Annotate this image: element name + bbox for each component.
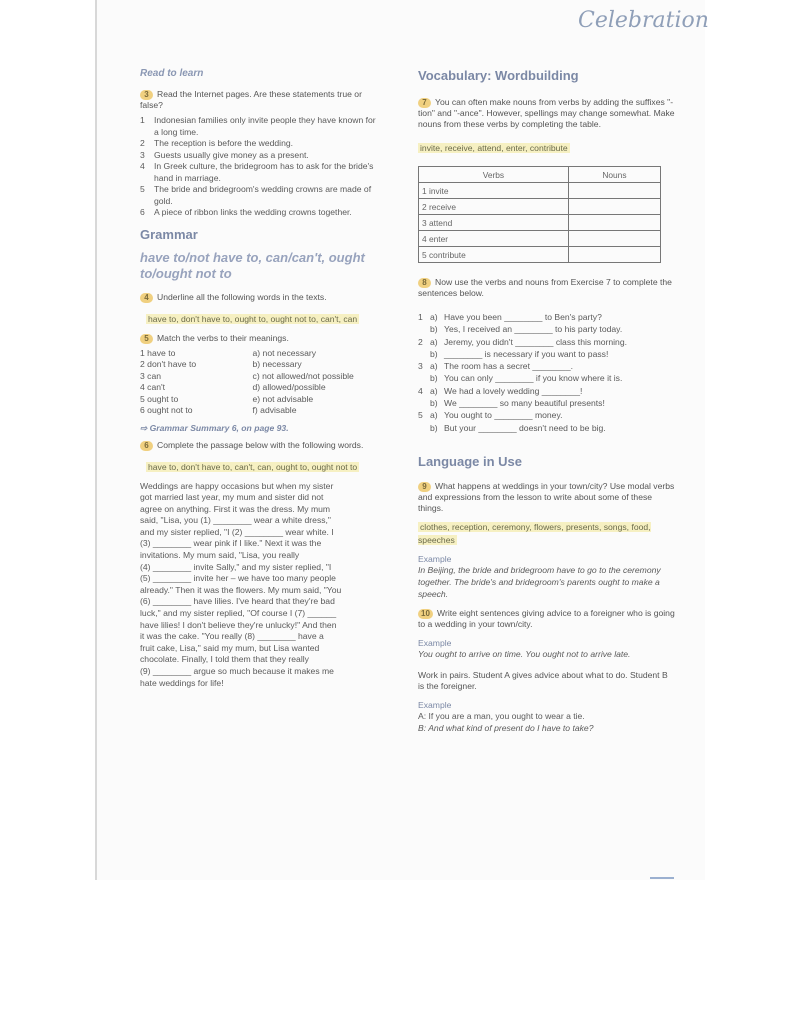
read-to-learn-heading: Read to learn: [140, 68, 204, 79]
list-item: 5 The bride and bridegroom's wedding crowns are made of gold.: [140, 184, 372, 206]
example-label: Example: [418, 553, 452, 564]
exercise-8-sentences: [418, 311, 676, 434]
table-row: 1 invite: [419, 183, 661, 199]
passage-line: it was the cake. "You really (8) ________ have a: [140, 631, 324, 642]
exercise-number: 3: [140, 90, 153, 100]
sentence-row: b) We ________ so many beautiful presents!: [430, 398, 605, 409]
exercise-3-list: [140, 115, 382, 219]
match-row: 1 have to a) not necessary: [140, 347, 317, 358]
grammar-summary-reference: ⇨ Grammar Summary 6, on page 93.: [140, 422, 289, 433]
exercise-number: 7: [418, 98, 431, 108]
pair-work-instruction: Work in pairs. Student A gives advice about what to do. Student B is the foreigner.: [418, 669, 668, 691]
sentence-row: b) Yes, I received an ________ to his party today.: [430, 324, 623, 335]
table-row: 3 attend: [419, 215, 661, 231]
passage-line: already." Then it was the flowers. My mum said, "You: [140, 584, 342, 595]
sentence-row: b) ________ is necessary if you want to pass!: [430, 348, 609, 359]
noun-answer-cell[interactable]: [568, 199, 660, 215]
sentence-row: 2 a) Jeremy, you didn't ________ class this morning.: [418, 336, 628, 347]
language-in-use-heading: Language in Use: [418, 453, 523, 469]
passage-line: invitations. My mum said, "Lisa, you really: [140, 550, 300, 561]
exercise-5-match-table: [140, 348, 382, 417]
passage-line: said, "Lisa, you (1) ________ wear a white dress,": [140, 515, 331, 526]
table-row: 2 receive: [419, 199, 661, 215]
example-label: Example: [418, 637, 452, 648]
exercise-6-word-box: have to, don't have to, can't, can, ought to, ought not to: [148, 461, 358, 472]
exercise-7-instruction: 7 You can often make nouns from verbs by adding the suffixes "-tion" and "-ance". However, spellings may change somewhat. Make nouns from these verbs by completing the table.: [418, 97, 675, 129]
example-text: In Beijing, the bride and bridegroom have to go to the ceremony together. The bride's and bridegroom's parents ought to make a speech.: [418, 564, 661, 599]
exercise-9-instruction: 9 What happens at weddings in your town/city? Use modal verbs and expressions from the lesson to write about some of these things.: [418, 480, 675, 513]
list-item: 2 The reception is before the wedding.: [140, 138, 294, 148]
exercise-9-word-list: clothes, reception, ceremony, flowers, presents, songs, food, speeches: [418, 521, 651, 545]
table-row: 4 enter: [419, 231, 661, 247]
verbs-column-header: Verbs: [419, 167, 569, 183]
exercise-number: 8: [418, 278, 431, 288]
dialogue-line-b: B: And what kind of present do I have to take?: [418, 723, 594, 734]
passage-line: (6) ________ have lilies. I've heard that they're bad: [140, 596, 335, 607]
match-row: 3 can c) not allowed/not possible: [140, 370, 354, 381]
passage-line: chocolate. Finally, I told them that they really: [140, 654, 309, 665]
list-item: 1 Indonesian families only invite people they have known for a long time.: [140, 115, 376, 137]
sentence-row: 4 a) We had a lovely wedding ________!: [418, 385, 583, 396]
table-row: 5 contribute: [419, 247, 661, 263]
passage-line: agree on anything. First it was the dress. My mum: [140, 503, 331, 514]
unit-title: Celebration: [578, 8, 709, 33]
passage-line: have lilies! I don't believe they're unlucky!" And then: [140, 619, 337, 630]
noun-answer-cell[interactable]: [568, 231, 660, 247]
passage-line: (4) ________ invite Sally," and my sister replied, "I: [140, 561, 332, 572]
sentence-row: b) But your ________ doesn't need to be big.: [430, 422, 606, 433]
passage-line: hate weddings for life!: [140, 677, 224, 688]
sentence-row: 5 a) You ought to ________ money.: [418, 410, 563, 421]
table-header-row: [419, 167, 661, 183]
passage-line: (3) ________ wear pink if I like." Next it was the: [140, 538, 322, 549]
passage-line: got married last year, my mum and sister did not: [140, 492, 324, 503]
exercise-6-instruction: 6 Complete the passage below with the following words.: [140, 440, 382, 451]
exercise-number: 10: [418, 609, 433, 619]
list-item: 6 A piece of ribbon links the wedding crowns together.: [140, 207, 352, 217]
example-label: Example: [418, 699, 452, 710]
arrow-right-icon: ⇨: [140, 422, 148, 433]
exercise-number: 4: [140, 293, 153, 303]
noun-answer-cell[interactable]: [568, 247, 660, 263]
exercise-number: 5: [140, 334, 153, 344]
exercise-number: 6: [140, 441, 153, 451]
match-row: 4 can't d) allowed/possible: [140, 382, 326, 392]
passage-line: and my sister replied, "I (2) ________ wear white. I: [140, 526, 334, 537]
grammar-heading: Grammar: [140, 226, 198, 242]
exercise-7-word-list: invite, receive, attend, enter, contribute: [420, 143, 568, 153]
right-column: [418, 68, 676, 734]
exercise-10-instruction: 10 Write eight sentences giving advice to a foreigner who is going to a wedding in your town/city.: [418, 607, 675, 629]
noun-answer-cell[interactable]: [568, 215, 660, 231]
left-column: [140, 68, 382, 689]
passage-line: fruit cake, Lisa," said my mum, but Lisa wanted: [140, 642, 320, 653]
verbs-nouns-table: [418, 166, 661, 263]
sentence-row: 3 a) The room has a secret ________.: [418, 361, 573, 372]
match-row: 6 ought not to f) advisable: [140, 405, 297, 415]
exercise-number: 9: [418, 482, 431, 492]
exercise-8-instruction: 8 Now use the verbs and nouns from Exercise 7 to complete the sentences below.: [418, 277, 672, 298]
dialogue-line-a: A: If you are a man, you ought to wear a tie.: [418, 710, 585, 721]
passage-line: (5) ________ invite her – we have too many people: [140, 573, 336, 584]
passage-line: luck," and my sister replied, "Of course I (7) ______: [140, 608, 337, 619]
page-spine: [95, 0, 97, 880]
sentence-row: b) You can only ________ if you know where it is.: [430, 373, 623, 384]
page-number-bar: [650, 877, 674, 879]
list-item: 3 Guests usually give money as a present.: [140, 149, 309, 160]
passage-line: (9) ________ argue so much because it makes me: [140, 666, 334, 676]
noun-answer-cell[interactable]: [568, 183, 660, 199]
grammar-subheading: have to/not have to, can/can't, ought to/ought not to: [140, 249, 365, 281]
match-row: 5 ought to e) not advisable: [140, 393, 314, 404]
list-item: 4 In Greek culture, the bridegroom has to ask for the bride's hand in marriage.: [140, 161, 374, 183]
exercise-5-instruction: 5 Match the verbs to their meanings.: [140, 333, 382, 344]
exercise-4-instruction: 4 Underline all the following words in the texts.: [140, 292, 382, 303]
sentence-row: 1 a) Have you been ________ to Ben's party?: [418, 312, 602, 322]
nouns-column-header: Nouns: [568, 167, 660, 183]
exercise-6-passage: [140, 481, 382, 690]
passage-line: Weddings are happy occasions but when my sister: [140, 480, 334, 491]
exercise-3-instruction: 3 Read the Internet pages. Are these statements true or false?: [140, 89, 362, 110]
exercise-4-word-box: have to, don't have to, ought to, ought not to, can't, can: [148, 313, 358, 324]
vocabulary-heading: Vocabulary: Wordbuilding: [418, 68, 579, 83]
example-text: You ought to arrive on time. You ought not to arrive late.: [418, 648, 631, 659]
match-row: 2 don't have to b) necessary: [140, 359, 302, 369]
